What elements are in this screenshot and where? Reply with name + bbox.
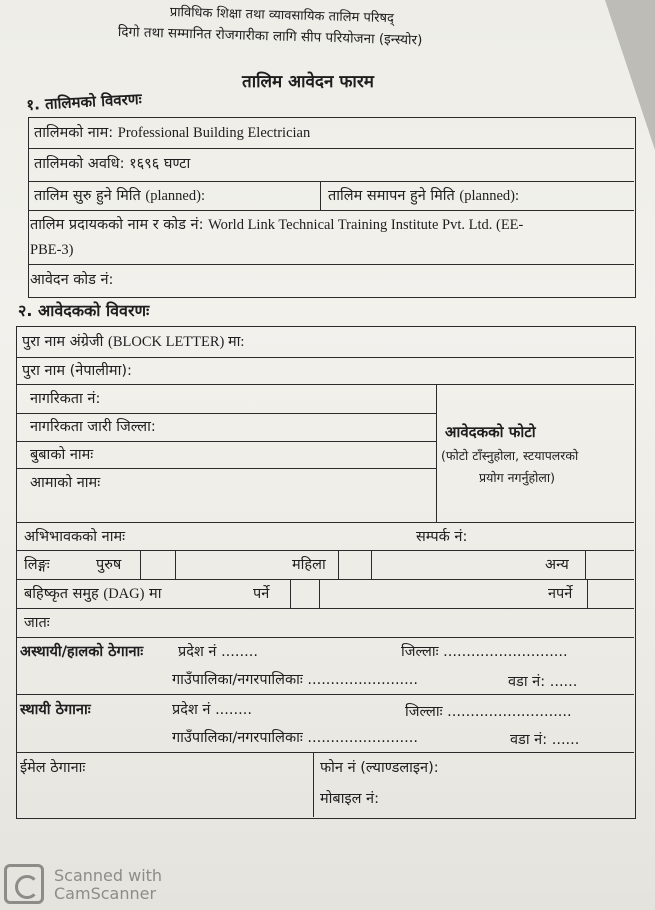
temp-province-field[interactable]: प्रदेश नं ........ xyxy=(178,644,258,660)
section2-heading: २. आवेदकको विवरणः xyxy=(18,301,150,320)
dag-yes-checkbox-right xyxy=(319,579,320,608)
project-name: दिगो तथा सम्मानित रोजगारीका लागि सीप परियोजना (इन्स्योर) xyxy=(117,24,423,49)
temp-district-field[interactable]: जिल्लाः ........................... xyxy=(401,644,568,660)
dag-no-checkbox-left xyxy=(587,579,588,608)
other-checkbox-left xyxy=(585,550,586,579)
end-date-label: तालिम समापन हुने मिति xyxy=(328,188,455,204)
dag-code: (DAG) xyxy=(103,586,145,602)
watermark-line2: CamScanner xyxy=(54,884,157,903)
email-field[interactable]: ईमेल ठेगानाः xyxy=(20,760,86,776)
citizenship-district-field[interactable]: नागरिकता जारी जिल्ला: xyxy=(30,419,156,435)
dag-no-option[interactable]: नपर्ने xyxy=(548,586,573,602)
end-date-note: (planned): xyxy=(459,188,520,204)
female-checkbox-right xyxy=(371,550,372,579)
row-divider xyxy=(29,264,634,265)
provider-label: तालिम प्रदायकको नाम र कोड नं: xyxy=(30,217,204,233)
guardian-name-field[interactable]: अभिभावकको नामः xyxy=(24,529,126,545)
camscanner-logo-icon xyxy=(4,864,44,904)
gender-male-option[interactable]: पुरुष xyxy=(96,557,122,573)
male-checkbox-left xyxy=(140,550,141,579)
female-checkbox-left xyxy=(338,550,339,579)
photo-box-title: आवेदकको फोटो xyxy=(445,423,536,441)
dag-label-text: बहिष्कृत समुह xyxy=(24,586,99,602)
gender-label: लिङ्गः xyxy=(24,557,50,573)
end-date-field[interactable] xyxy=(328,189,519,204)
mother-name-field[interactable]: आमाको नामः xyxy=(30,475,101,491)
email-phone-divider xyxy=(313,752,314,817)
photo-box-note: (फोटो टाँस्नुहोला, स्टयापलरको xyxy=(441,448,579,463)
start-date-note: (planned): xyxy=(145,188,205,204)
row-divider xyxy=(17,522,634,523)
dag-yes-checkbox-left xyxy=(290,579,291,608)
row-divider xyxy=(17,579,634,580)
photo-box-note-continued: प्रयोग नगर्नुहोला) xyxy=(479,470,555,485)
date-divider xyxy=(320,181,321,210)
male-checkbox-right xyxy=(175,550,176,579)
row-divider xyxy=(29,148,634,149)
perm-ward-field[interactable]: वडा नं: ...... xyxy=(510,732,580,748)
contact-number-field[interactable]: सम्पर्क नं: xyxy=(416,529,468,545)
dag-yes-option[interactable]: पर्ने xyxy=(253,586,270,602)
full-name-english-field[interactable] xyxy=(22,335,244,350)
perm-district-field[interactable]: जिल्लाः ........................... xyxy=(405,704,572,720)
dag-suffix: मा xyxy=(149,586,162,602)
temp-municipality-field[interactable]: गाउँपालिका/नगरपालिकाः ........................ xyxy=(172,672,418,688)
father-name-field[interactable]: बुबाको नामः xyxy=(30,447,94,463)
row-divider xyxy=(17,752,634,753)
council-name: प्राविधिक शिक्षा तथा व्यावसायिक तालिम परिषद् xyxy=(169,5,395,27)
row-divider xyxy=(17,441,436,442)
row-divider xyxy=(17,550,634,551)
full-name-english-label: पुरा नाम अंग्रेजी xyxy=(22,334,104,350)
row-divider xyxy=(17,637,634,638)
full-name-english-note: (BLOCK LETTER) मा: xyxy=(108,334,245,350)
section1-heading: १. तालिमको विवरणः xyxy=(25,89,143,114)
row-divider xyxy=(17,357,634,358)
landline-phone-field[interactable]: फोन नं (ल्याण्डलाइन): xyxy=(320,760,439,776)
row-divider xyxy=(17,384,634,385)
permanent-address-label: स्थायी ठेगानाः xyxy=(20,702,91,718)
perm-municipality-field[interactable]: गाउँपालिका/नगरपालिकाः ........................ xyxy=(172,730,418,746)
photo-box-divider xyxy=(436,384,437,522)
training-details-table xyxy=(28,117,636,298)
form-title: तालिम आवेदन फारम xyxy=(242,72,374,92)
start-date-field[interactable] xyxy=(34,189,205,204)
row-divider xyxy=(17,468,436,469)
gender-female-option[interactable]: महिला xyxy=(292,557,326,573)
temporary-address-label: अस्थायी/हालको ठेगानाः xyxy=(20,644,144,660)
full-name-nepali-field[interactable]: पुरा नाम (नेपालीमा): xyxy=(22,363,132,379)
row-divider xyxy=(29,181,634,182)
mobile-number-field[interactable]: मोबाइल नं: xyxy=(320,791,379,807)
training-name-value: Professional Building Electrician xyxy=(117,125,311,141)
watermark-line1: Scanned with xyxy=(54,866,163,885)
training-name-label: तालिमको नाम: xyxy=(34,125,114,141)
perm-province-field[interactable]: प्रदेश नं ........ xyxy=(172,702,252,718)
provider-field[interactable] xyxy=(30,218,523,233)
row-divider xyxy=(17,694,634,695)
training-name-field[interactable] xyxy=(34,126,310,141)
start-date-label: तालिम सुरु हुने मिति xyxy=(34,188,141,204)
temp-ward-field[interactable]: वडा नं: ...... xyxy=(508,674,578,690)
row-divider xyxy=(17,608,634,609)
caste-field[interactable]: जातः xyxy=(24,615,50,631)
row-divider xyxy=(17,413,436,414)
citizenship-number-field[interactable]: नागरिकता नं: xyxy=(30,391,101,407)
provider-value: World Link Technical Training Institute Pvt. Ltd. (EE- xyxy=(208,217,524,233)
application-code-field[interactable]: आवेदन कोड नं: xyxy=(30,272,114,288)
dag-label xyxy=(24,587,161,602)
gender-other-option[interactable]: अन्य xyxy=(545,557,569,573)
training-duration: तालिमको अवधि: १६९६ घण्टा xyxy=(34,156,191,172)
row-divider xyxy=(29,210,634,211)
provider-value-continued: PBE-3) xyxy=(30,242,74,258)
